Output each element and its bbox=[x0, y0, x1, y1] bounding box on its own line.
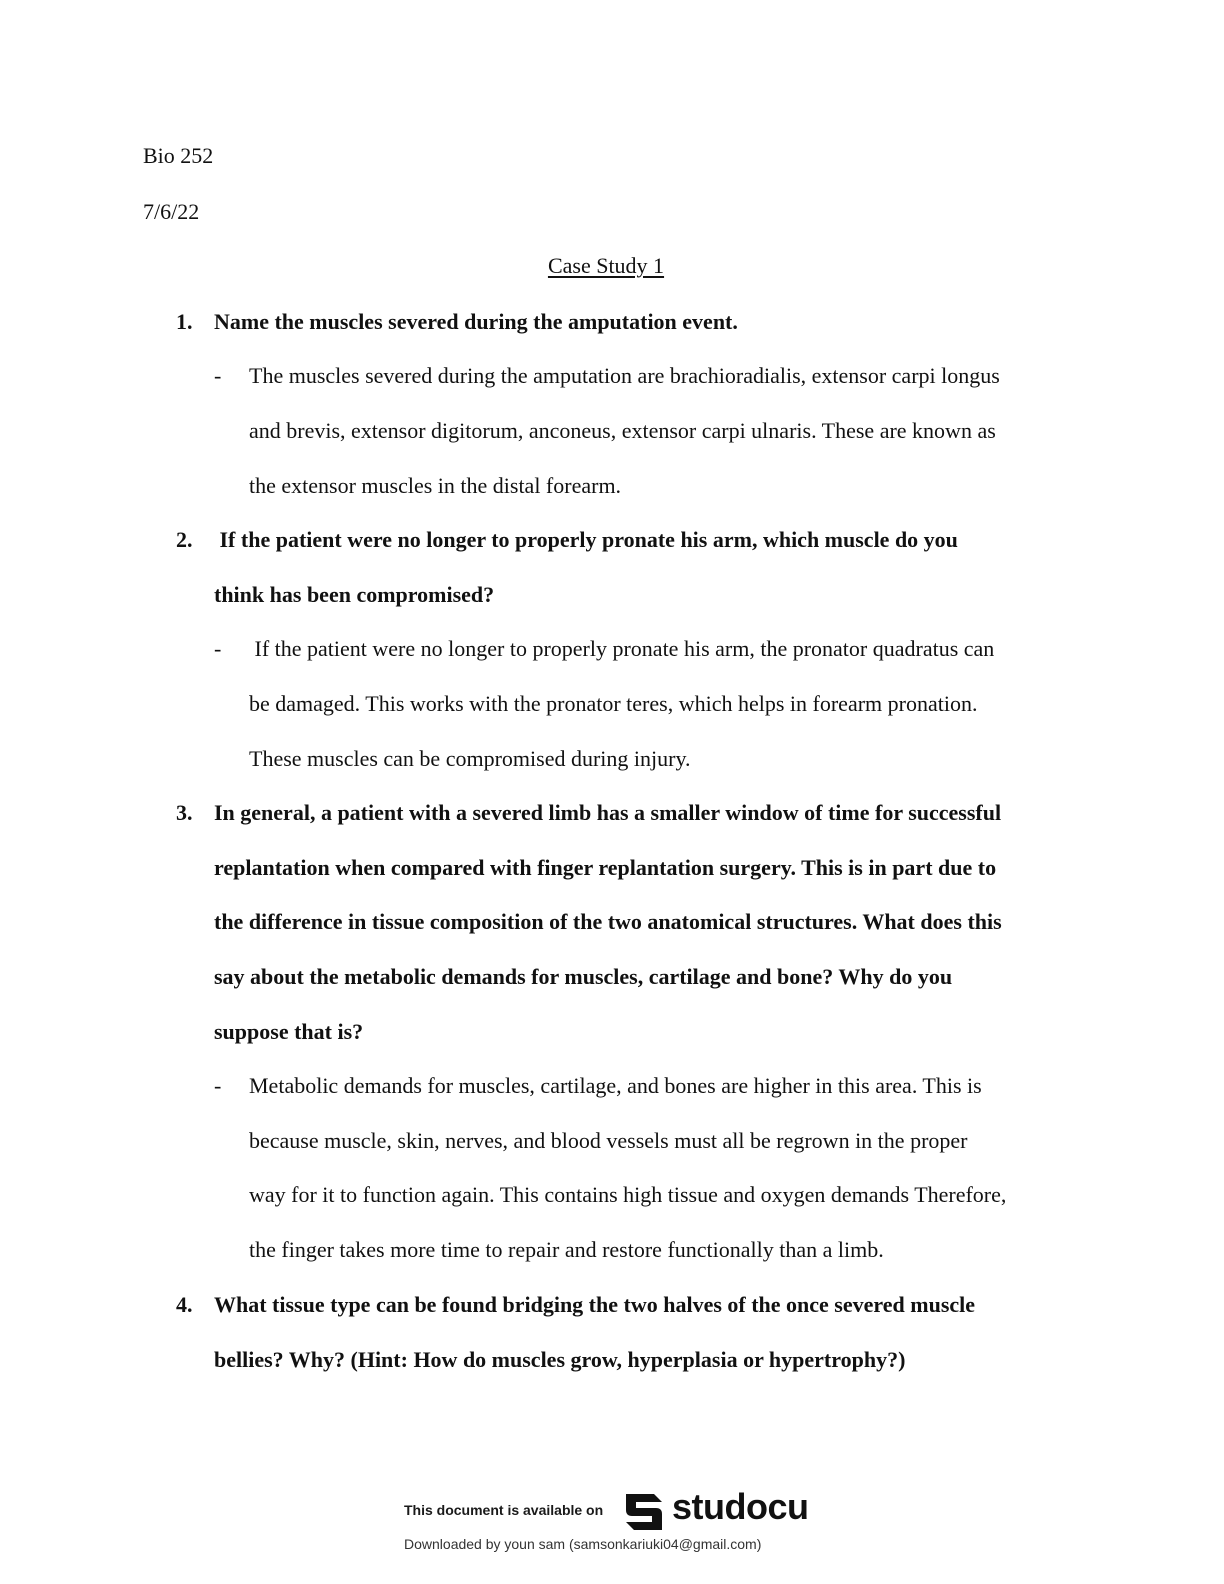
question-text: Name the muscles severed during the amputation event. bbox=[214, 309, 738, 334]
question-text: In general, a patient with a severed limb has a smaller window of time for successful bbox=[214, 800, 1002, 825]
question-text: say about the metabolic demands for muscles, cartilage and bone? Why do you bbox=[214, 964, 953, 989]
question-text: bellies? Why? (Hint: How do muscles grow, hyperplasia or hypertrophy?) bbox=[214, 1347, 906, 1372]
question-text: the difference in tissue composition of the two anatomical structures. What does this bbox=[214, 909, 1002, 934]
answer-text: because muscle, skin, nerves, and blood vessels must all be regrown in the proper bbox=[249, 1128, 968, 1153]
studocu-footer bbox=[0, 1484, 1224, 1584]
answer-bullet: - bbox=[214, 636, 222, 661]
date-label: 7/6/22 bbox=[143, 199, 200, 224]
question-text: suppose that is? bbox=[214, 1019, 364, 1044]
download-notice: Downloaded by youn sam (samsonkariuki04@gmail.com) bbox=[404, 1536, 762, 1552]
answer-bullet: - bbox=[214, 1073, 222, 1098]
question-number: 1. bbox=[176, 309, 193, 334]
question-text: think has been compromised? bbox=[214, 582, 495, 607]
studocu-logo-icon[interactable] bbox=[620, 1488, 668, 1536]
answer-text: way for it to function again. This contains high tissue and oxygen demands Therefore, bbox=[249, 1182, 1007, 1207]
answer-text: These muscles can be compromised during injury. bbox=[249, 746, 691, 771]
studocu-brand[interactable]: studocu bbox=[672, 1486, 809, 1527]
answer-text: If the patient were no longer to properly pronate his arm, the pronator quadratus can bbox=[249, 636, 995, 661]
question-text: What tissue type can be found bridging the two halves of the once severed muscle bbox=[214, 1292, 976, 1317]
answer-text: and brevis, extensor digitorum, anconeus, extensor carpi ulnaris. These are known as bbox=[249, 418, 996, 443]
question-number: 4. bbox=[176, 1292, 193, 1317]
answer-text: Metabolic demands for muscles, cartilage, and bones are higher in this area. This is bbox=[249, 1073, 982, 1098]
answer-bullet: - bbox=[214, 363, 222, 388]
answer-text: the finger takes more time to repair and restore functionally than a limb. bbox=[249, 1237, 884, 1262]
course-label: Bio 252 bbox=[143, 143, 214, 168]
page-title: Case Study 1 bbox=[547, 253, 665, 278]
question-number: 3. bbox=[176, 800, 193, 825]
question-number: 2. bbox=[176, 527, 193, 552]
answer-text: The muscles severed during the amputation are brachioradialis, extensor carpi longus bbox=[249, 363, 1000, 388]
answer-text: be damaged. This works with the pronator teres, which helps in forearm pronation. bbox=[249, 691, 978, 716]
question-text: If the patient were no longer to properly pronate his arm, which muscle do you bbox=[214, 527, 958, 552]
answer-text: the extensor muscles in the distal forearm. bbox=[249, 473, 622, 498]
availability-text: This document is available on bbox=[404, 1502, 604, 1518]
question-text: replantation when compared with finger replantation surgery. This is in part due to bbox=[214, 855, 997, 880]
